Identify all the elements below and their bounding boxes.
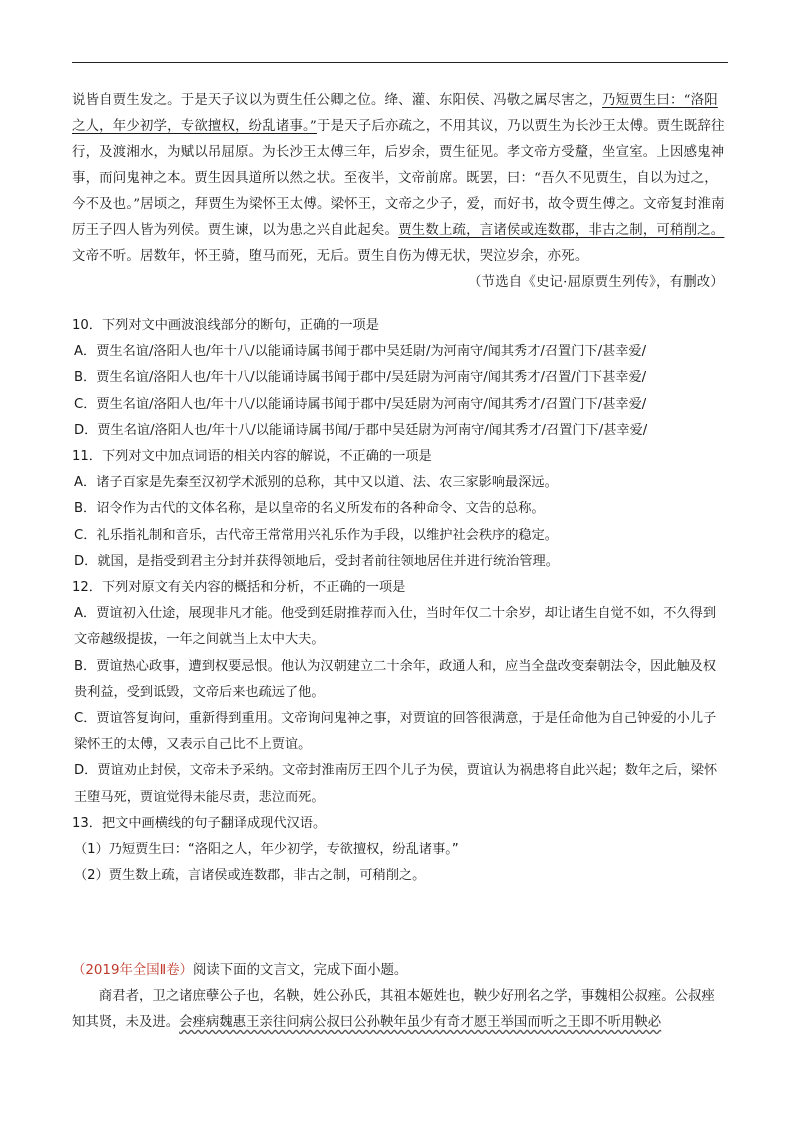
question-13-part-1: （1）乃短贾生曰：“洛阳之人，年少初学，专欲擅权，纷乱诸事。” (74, 842, 459, 858)
underlined-sentence-2: 贾生数上疏，言诸侯或连数郡，非古之制，可稍削之。 (398, 223, 725, 238)
question-13: 13．把文中画横线的句子翻译成现代汉语。 (72, 815, 327, 831)
passage-text: 贾生既辞往行，及渡湘水，为赋以吊屈原。为长沙王太傅三年，后岁余，贾生征见。孝文帝方受釐，坐宣室。上因感鬼神事，而问鬼神之本。贾生因具道所以然之状。至夜半，文帝前席。既罢，曰：“吾久不见贾生，自以为过之，今不及也。”居顷之，拜贾生为梁怀王太傅。梁怀王，文帝之少子，爱，而好书，故令贾生傅之。文帝复封淮南厉王子四人皆为列侯。贾生谏，以为患之兴自此起矣。 (72, 119, 725, 238)
passage-paragraph (72, 88, 728, 270)
option-10d: D．贾生名谊/洛阳人也/年十八/以能诵诗属书闻/于郡中吴廷尉为河南守/闻其秀才/召置门下/甚幸爱/ (74, 422, 648, 438)
option-10c: C．贾生名谊/洛阳人也/年十八/以能诵诗属书闻于郡中/吴廷尉为河南守/闻其秀才/召置门下/甚幸爱/ (74, 396, 647, 412)
passage-source: （节选自《史记·屈原贾生列传》，有删改） (468, 275, 724, 290)
question-10: 10．下列对文中画波浪线部分的断句，正确的一项是 (72, 318, 379, 333)
question-12: 12．下列对原文有关内容的概括和分析，不正确的一项是 (72, 580, 406, 596)
option-11a: A．诸子百家是先秦至汉初学术派别的总称，其中又以道、法、农三家影响最深远。 (74, 475, 558, 491)
question-13-part-2: （2）贾生数上疏，言诸侯或连数郡，非古之制，可稍削之。 (74, 868, 426, 884)
classical-passage (72, 88, 728, 296)
option-12d: D．贾谊劝止封侯，文帝未予采纳。文帝封淮南厉王四个儿子为侯，贾谊认为祸患将自此兴起；数年之后，梁怀王堕马死，贾谊觉得未能尽责，悲泣而死。 (74, 763, 718, 805)
passage-text: 说皆自贾生发之。于是天子议以为贾生任公卿之位。绛、灌、东阳侯、冯敬之属尽害之， (72, 93, 603, 108)
option-10b: B．贾生名谊/洛阳人也/年十八/以能诵诗属书闻于郡中/吴廷尉为河南守/闻其秀才/召置/门下甚幸爱/ (74, 370, 647, 386)
option-12a: A．贾谊初入仕途，展现非凡才能。他受到廷尉推荐而入仕，当时年仅二十余岁，却让诸生自觉不如，不久得到文帝越级提拔，一年之间就当上太中大夫。 (74, 606, 717, 648)
underlined-sentence-1a: 乃短贾生曰： (602, 93, 684, 108)
next-passage-heading (72, 958, 728, 984)
header-rule (72, 62, 728, 63)
next-passage-instruction: 阅读下面的文言文，完成下面小题。 (193, 963, 408, 978)
passage-text: 文帝不听。居数年，怀王骑，堕马而死，无后。贾生自伤为傅无状，哭泣岁余，亦死。 (72, 249, 589, 264)
wavy-underlined-text: 会痤病魏惠王亲往问病公叔曰公孙鞅年虽少有奇才愿王举国而听之王即不听用鞅必 (179, 1015, 662, 1030)
passage-text: 商君者，卫之诸庶孽公子也，名鞅，姓公孙氏，其祖本姬姓也，鞅少好刑名之学，事魏相公叔痤。公叔痤知其贤，未及进。 (72, 989, 715, 1030)
option-10a: A．贾生名谊/洛阳人也/年十八/以能诵诗属书闻于郡中吴廷尉/为河南守/闻其秀才/召置门下/甚幸爱/ (74, 344, 647, 360)
next-passage-paragraph (72, 984, 728, 1036)
option-12b: B．贾谊热心政事，遭到权要忌恨。他认为汉朝建立二十余年，政通人和，应当全盘改变秦朝法令，因此触及权贵利益，受到诋毁，文帝后来也疏远了他。 (74, 658, 717, 700)
next-passage (72, 958, 728, 1036)
option-11d: D．就国，是指受到君主分封并获得领地后，受封者前往领地居住并进行统治管理。 (74, 553, 559, 569)
questions-block (72, 313, 728, 889)
underlined-sentence-1b: “洛阳之人，年少初学，专欲擅权，纷乱诸事。” (72, 93, 718, 134)
question-11: 11．下列对文中加点词语的相关内容的解说，不正确的一项是 (72, 449, 432, 465)
option-11c: C．礼乐指礼制和音乐，古代帝王常常用兴礼乐作为手段，以维护社会秩序的稳定。 (74, 527, 558, 543)
option-11b: B．诏令作为古代的文体名称，是以皇帝的名义所发布的各种命令、文告的总称。 (74, 501, 545, 517)
passage-text: 于是天子后亦疏之，不用其议，乃以贾生为长沙王太傅。 (316, 119, 657, 134)
exam-source-tag: （2019年全国Ⅱ卷） (72, 963, 194, 978)
option-12c: C．贾谊答复询问，重新得到重用。文帝询问鬼神之事，对贾谊的回答很满意，于是任命他为自己钟爱的小儿子梁怀王的太傅，又表示自己比不上贾谊。 (74, 711, 717, 753)
